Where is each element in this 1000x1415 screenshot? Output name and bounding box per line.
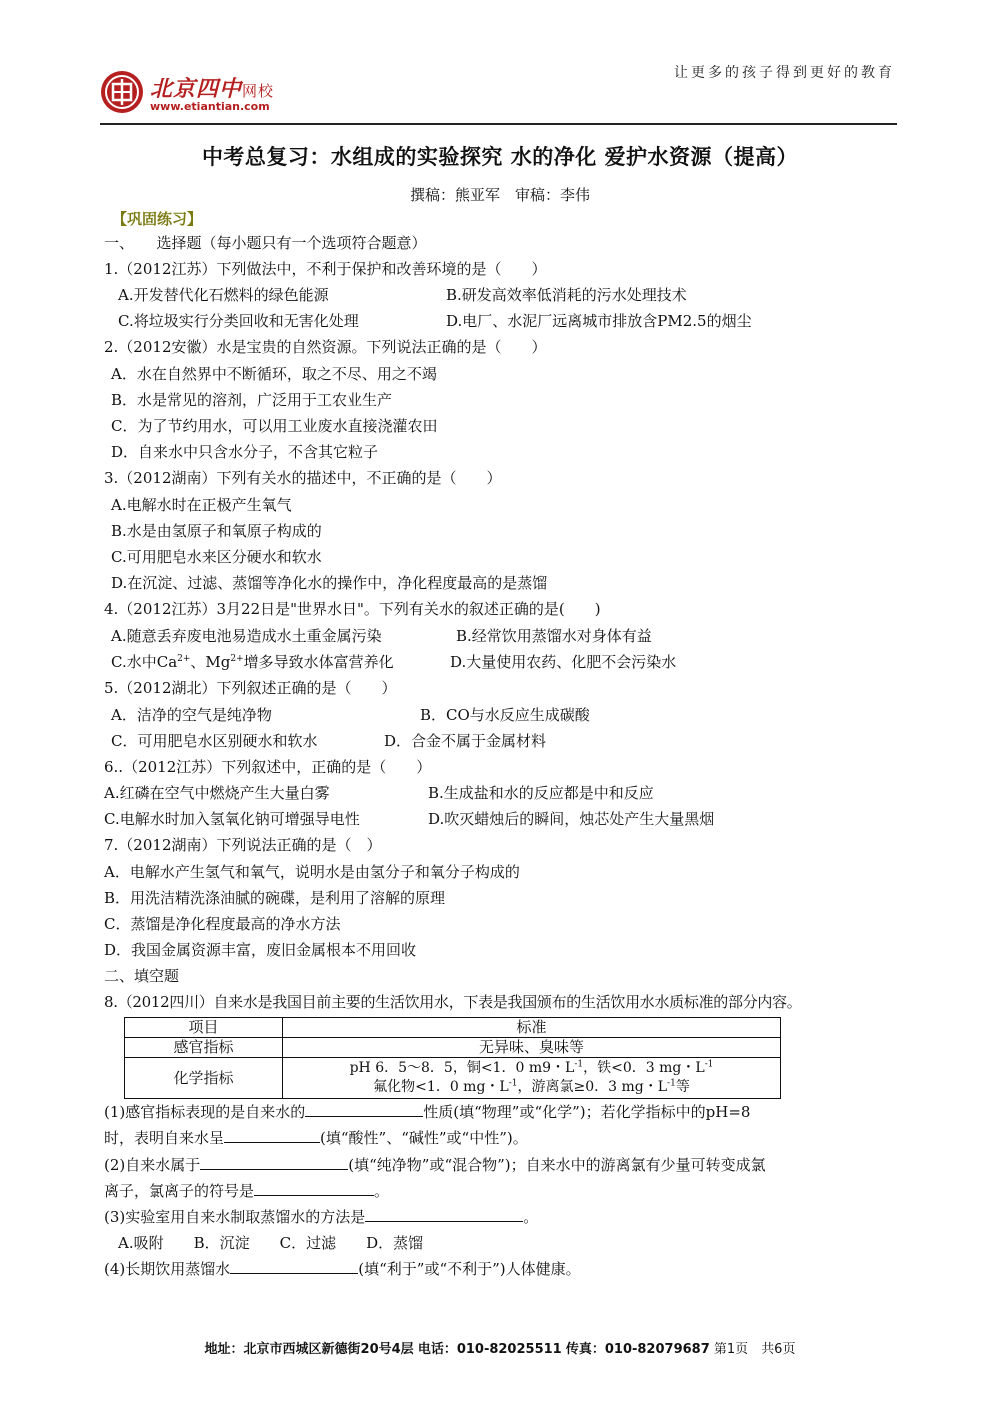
- q6-option-c: C.电解水时加入氢氧化钠可增强导电性: [104, 810, 360, 828]
- q8-part4-line: (4)长期饮用蒸馏水 (填“利于”或“不利于”)人体健康。: [104, 1260, 581, 1278]
- table-header-item: 项目: [125, 1018, 283, 1038]
- q3-option-b: B.水是由氢原子和氧原子构成的: [111, 522, 322, 540]
- q8-part1-line1: (1)感官指标表现的是自来水的 性质(填“物理”或“化学”)；若化学指标中的pH=8: [104, 1103, 751, 1121]
- q7-option-b: B．用洗洁精洗涤油腻的碗碟，是利用了溶解的原理: [104, 889, 446, 907]
- author-line: 撰稿：熊亚军 审稿：李伟: [409, 186, 590, 204]
- q8-part2-line2: 离子，氯离子的符号是 。: [104, 1182, 390, 1200]
- q6-option-b: B.生成盐和水的反应都是中和反应: [428, 784, 654, 802]
- q6-option-a: A.红磷在空气中燃烧产生大量白雾: [104, 784, 330, 802]
- q2-option-b: B．水是常见的溶剂，广泛用于工农业生产: [111, 391, 393, 409]
- table-header-standard: 标准: [283, 1018, 781, 1038]
- footer-page-number: 第1页 共6页: [713, 1342, 796, 1357]
- footer-fax: 传真：010-82079687: [565, 1342, 710, 1357]
- q5-option-c: C．可用肥皂水区别硬水和软水: [111, 732, 318, 750]
- q4-option-a: A.随意丢弃废电池易造成水土重金属污染: [111, 627, 382, 645]
- q3-option-c: C.可用肥皂水来区分硬水和软水: [111, 548, 322, 566]
- q3-stem: 3.（2012湖南）下列有关水的描述中，不正确的是（ ）: [104, 469, 502, 487]
- page-footer: [0, 1338, 1000, 1357]
- q1-option-b: B.研发高效率低消耗的污水处理技术: [446, 286, 687, 304]
- logo-emblem-icon: [100, 70, 144, 114]
- q8-stem: 8.（2012四川）自来水是我国目前主要的生活饮用水，下表是我国颁布的生活饮用水水质标准的部分内容。: [104, 993, 802, 1011]
- answer-blank[interactable]: [224, 1128, 320, 1143]
- q2-option-d: D．自来水中只含水分子，不含其它粒子: [111, 443, 379, 461]
- q1-stem: 1.（2012江苏）下列做法中，不利于保护和改善环境的是（ ）: [104, 260, 547, 278]
- q6-stem: 6..（2012江苏）下列叙述中，正确的是（ ）: [104, 758, 432, 776]
- q5-stem: 5.（2012湖北）下列叙述正确的是（ ）: [104, 679, 397, 697]
- q1-option-a: A.开发替代化石燃料的绿色能源: [118, 286, 329, 304]
- logo-url: www.etiantian.com: [150, 100, 270, 113]
- q8-part2-line1: (2)自来水属于 (填“纯净物”或“混合物”)；自来水中的游离氯有少量可转变成氯: [104, 1156, 766, 1174]
- table-row: [125, 1038, 781, 1058]
- answer-blank[interactable]: [365, 1207, 523, 1222]
- q4-option-b: B.经常饮用蒸馏水对身体有益: [456, 627, 652, 645]
- q1-option-c: C.将垃圾实行分类回收和无害化处理: [118, 312, 359, 330]
- q4-option-c: C.水中$Ca^{2+}$、$Mg^{2+}$增多导致水体富营养化: [111, 653, 394, 671]
- answer-blank[interactable]: [230, 1259, 358, 1274]
- q8-part3-options: A.吸附 B．沉淀 C．过滤 D．蒸馏: [118, 1234, 424, 1252]
- answer-blank[interactable]: [200, 1155, 348, 1170]
- header-slogan: 让更多的孩子得到更好的教育: [674, 65, 895, 81]
- section-tag: 【巩固练习】: [112, 210, 203, 228]
- part2-heading: 二、填空题: [104, 967, 180, 985]
- q3-option-a: A.电解水时在正极产生氧气: [111, 496, 292, 514]
- q5-option-b: B．CO与水反应生成碳酸: [420, 706, 590, 724]
- table-cell-item: 化学指标: [125, 1058, 283, 1099]
- table-header-row: [125, 1018, 781, 1038]
- answer-blank[interactable]: [305, 1102, 423, 1117]
- logo-name: 北京四中网校: [150, 76, 275, 102]
- q4-stem: 4.（2012江苏）3月22日是"世界水日"。下列有关水的叙述正确的是( ): [104, 600, 601, 618]
- footer-address: 地址：北京市西城区新德街20号4层: [204, 1342, 414, 1357]
- footer-phone: 电话：010-82025511: [417, 1342, 562, 1357]
- table-row: [125, 1058, 781, 1099]
- page-title: 中考总复习：水组成的实验探究 水的净化 爱护水资源（提高）: [201, 145, 799, 169]
- q5-option-d: D．合金不属于金属材料: [384, 732, 547, 750]
- q8-part3-line: (3)实验室用自来水制取蒸馏水的方法是 。: [104, 1208, 539, 1226]
- q4-option-d: D.大量使用农药、化肥不会污染水: [450, 653, 677, 671]
- q5-option-a: A．洁净的空气是纯净物: [111, 706, 272, 724]
- q8-part1-line2: 时，表明自来水呈 (填“酸性”、“碱性”或“中性”)。: [104, 1129, 528, 1147]
- q7-option-a: A．电解水产生氢气和氧气，说明水是由氢分子和氧分子构成的: [104, 863, 520, 881]
- table-cell-standard: 无异味、臭味等: [283, 1038, 781, 1058]
- q3-option-d: D.在沉淀、过滤、蒸馏等净化水的操作中，净化程度最高的是蒸馏: [111, 574, 548, 592]
- answer-blank[interactable]: [254, 1181, 374, 1196]
- table-cell-item: 感官指标: [125, 1038, 283, 1058]
- water-standard-table: [124, 1017, 781, 1099]
- q6-option-d: D.吹灭蜡烛后的瞬间，烛芯处产生大量黑烟: [428, 810, 715, 828]
- q7-option-d: D．我国金属资源丰富，废旧金属根本不用回收: [104, 941, 417, 959]
- school-logo: [100, 70, 320, 120]
- table-cell-standard: pH 6．5～8．5，铜<1．0 m9・$L^{-1}$，铁<0．3 mg・$L^{-1}$ 氟化物<1．0 mg・$L^{-1}$，游离氯≥0．3 mg・$L^{-1}$等: [283, 1058, 781, 1099]
- header-divider: [100, 123, 897, 125]
- q2-option-c: C．为了节约用水，可以用工业废水直接浇灌农田: [111, 417, 438, 435]
- q2-option-a: A．水在自然界中不断循环，取之不尽、用之不竭: [111, 365, 437, 383]
- part1-heading: 一、 选择题（每小题只有一个选项符合题意）: [104, 234, 427, 252]
- q7-stem: 7.（2012湖南）下列说法正确的是（ ）: [104, 836, 382, 854]
- q7-option-c: C．蒸馏是净化程度最高的净水方法: [104, 915, 341, 933]
- q2-stem: 2.（2012安徽）水是宝贵的自然资源。下列说法正确的是（ ）: [104, 338, 547, 356]
- q1-option-d: D.电厂、水泥厂远离城市排放含PM2.5的烟尘: [446, 312, 752, 330]
